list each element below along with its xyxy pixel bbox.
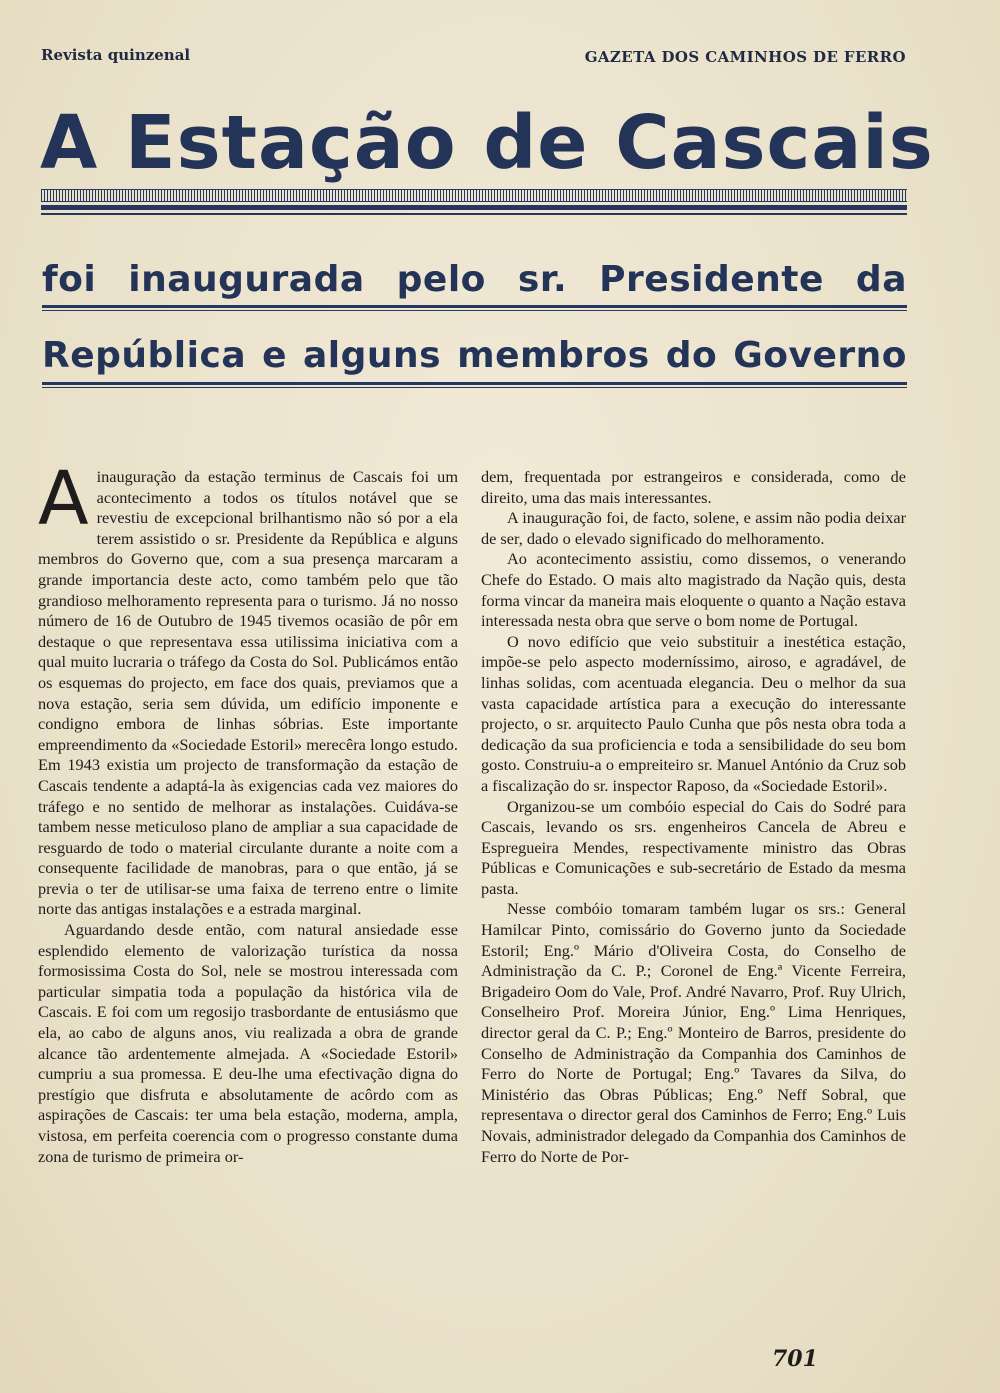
title-hatched-rule [41, 189, 907, 202]
paragraph: A inauguração foi, de facto, solene, e assim não podia deixar de ser, dado o elevado significado do melhoramento. [481, 508, 906, 548]
paragraph-text: inauguração da estação terminus de Cascais foi um acontecimento a todos os títulos notável que se revestiu de excepcional brilhantismo não só por a ela terem assistido o sr. Presidente da República e alguns membros do Governo que, com a sua presença marcaram a grande importancia deste acto, como também pelo que tão grandioso melhoramento representa para o turismo. Já no nosso número de 16 de Outubro de 1945 tivemos ocasião de pôr em destaque o que representava essa utilissima iniciativa com a qual muito lucraria o tráfego da Costa do Sol. Publicámos então os esquemas do projecto, em face dos quais, previamos que a nova estação, seria sem dúvida, um edifício imponente e condigno embora de linhas sóbrias. Este importante empreendimento da «Sociedade Estoril» merecêra longo estudo. Em 1943 existia um projecto de transformação da estação de Cascais tendente a adaptá-la às exigencias cada vez maiores do tráfego e no sentido de melhorar as instalações. Cuidáva-se tambem nesse meticuloso plano de ampliar a sua capacidade de resguardo de todo o material circulante durante a noite com a consequente facilidade de manobras, para o que então, já se previa o ter de utilisar-se uma faixa de terreno entre o limite norte das antigas instalações e a estrada marginal. [38, 467, 458, 919]
paragraph: dem, frequentada por estrangeiros e considerada, como de direito, uma das mais interessantes. [481, 467, 906, 507]
subtitle-rule-2-thick [42, 382, 907, 385]
article-column-right [481, 467, 906, 1167]
drop-cap: A [38, 456, 89, 542]
subtitle-line-2: República e alguns membros do Governo [42, 335, 907, 376]
paragraph [38, 456, 458, 920]
title-thick-rule [41, 205, 907, 210]
article-title: A Estação de Cascais [40, 100, 934, 186]
article-column-left [38, 456, 458, 1167]
running-header-left: Revista quinzenal [41, 46, 191, 64]
paragraph: O novo edifício que veio substituir a inestética estação, impõe-se pelo aspecto moderníssimo, airoso, e agradável, de linhas solidas, com acentuada elegancia. Deu o melhor da sua vasta capacidade artística para a execução do interessante projecto, o sr. arquitecto Paulo Cunha que pôs nesta obra toda a dedicação da sua proficiencia e toda a sensibilidade do seu bom gosto. Construiu-a o empreiteiro sr. Manuel António da Cruz sob a fiscalização do sr. inspector Raposo, da «Sociedade Estoril». [481, 631, 906, 795]
subtitle-line-1: foi inaugurada pelo sr. Presidente da [42, 259, 907, 300]
page-number: 701 [772, 1346, 818, 1372]
title-thin-rule [41, 213, 907, 215]
subtitle-rule-2-thin [42, 387, 907, 388]
paragraph: Aguardando desde então, com natural ansiedade esse esplendido elemento de valorização turística da nossa formosissima Costa do Sol, nele se mostrou interessada com particular simpatia toda a população da histórica vila de Cascais. E foi com um regosijo trasbordante de entusiásmo que ela, ao cabo de alguns anos, viu realizada a obra de grande alcance tão ardentemente almejada. A «Sociedade Estoril» cumpriu a sua promessa. E deu-lhe uma efectivação digna do prestígio que disfruta e absolutamente de acôrdo com as aspirações de Cascais: ter uma bela estação, moderna, ampla, vistosa, em perfeita coerencia com o progresso constante duma zona de turismo de primeira or- [38, 920, 458, 1166]
subtitle-rule-1-thin [42, 310, 907, 311]
paragraph: Nesse combóio tomaram também lugar os srs.: General Hamilcar Pinto, comissário do Governo junto da Sociedade Estoril; Eng.º Mário d'Oliveira Costa, do Conselho de Administração da C. P.; Coronel de Eng.ª Vicente Ferreira, Brigadeiro Oom do Vale, Prof. André Navarro, Prof. Ruy Ulrich, Conselheiro Prof. Moreira Júnior, Eng.º Lima Henriques, director geral da C. P.; Eng.º Monteiro de Barros, presidente do Conselho de Administração da Companhia dos Caminhos de Ferro do Norte de Portugal; Eng.º Tavares da Silva, do Ministério das Obras Públicas; Eng.º Neff Sobral, que representava o director geral dos Caminhos de Ferro; Eng.º Luis Novais, administrador delegado da Companhia dos Caminhos de Ferro do Norte de Por- [481, 899, 906, 1166]
running-header-right: GAZETA DOS CAMINHOS DE FERRO [584, 48, 906, 66]
paragraph: Ao acontecimento assistiu, como dissemos, o venerando Chefe do Estado. O mais alto magistrado da Nação quis, desta forma vincar da maneira mais eloquente o quanto a Nação estava interessada nesta obra que serve o bom nome de Portugal. [481, 549, 906, 631]
paragraph: Organizou-se um combóio especial do Cais do Sodré para Cascais, levando os srs. engenheiros Cancela de Abreu e Espregueira Mendes, respectivamente ministro das Obras Públicas e Comunicações e sub-secretário de Estado da mesma pasta. [481, 796, 906, 898]
subtitle-rule-1-thick [42, 305, 907, 308]
